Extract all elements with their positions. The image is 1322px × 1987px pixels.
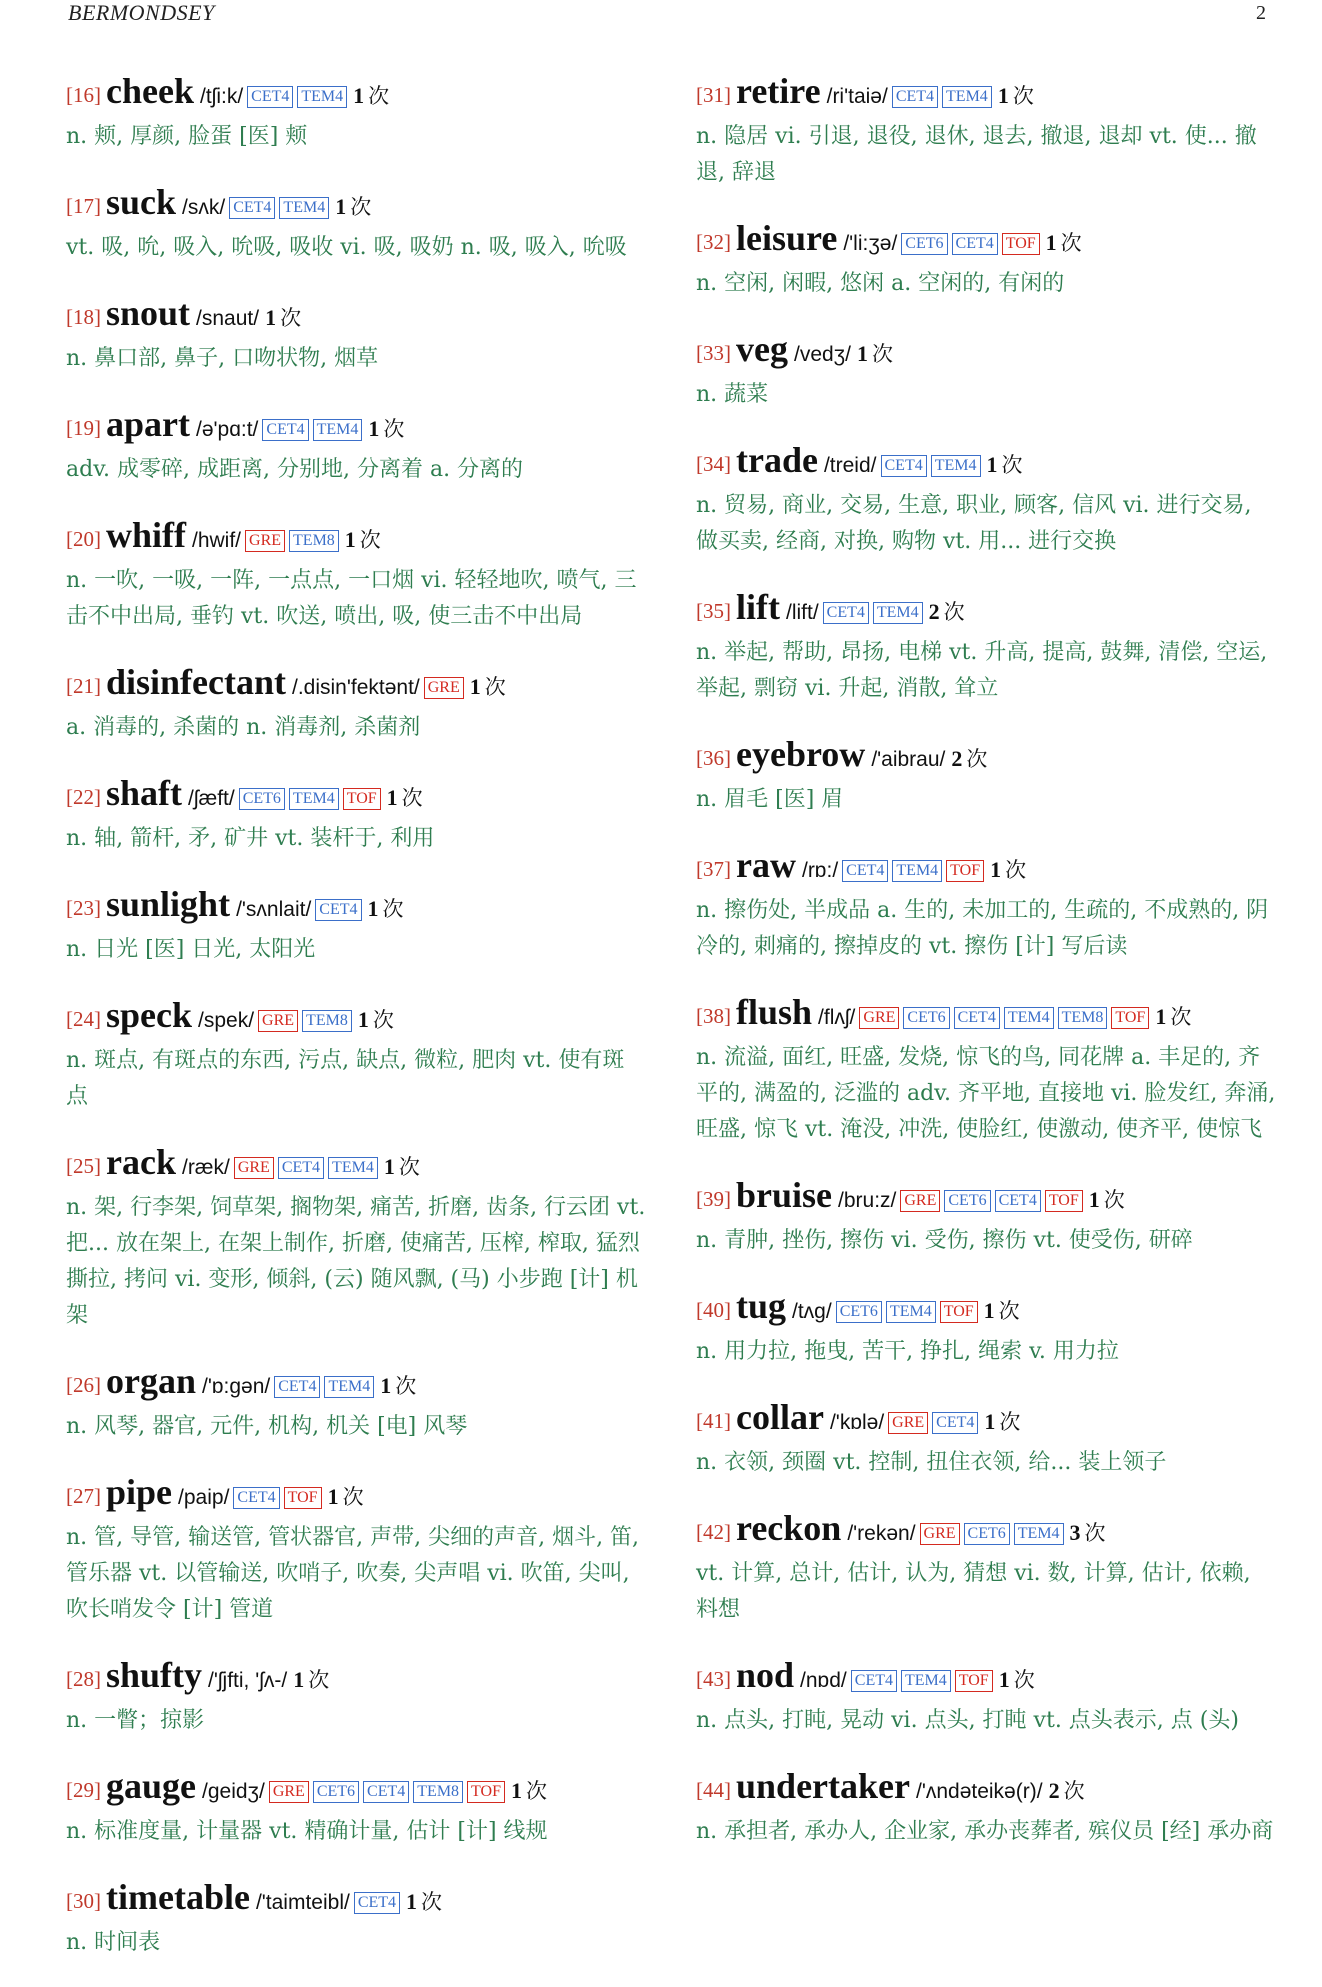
exam-tag-badge: TEM8 bbox=[1058, 1007, 1108, 1029]
count-unit: 次 bbox=[1013, 1668, 1035, 1692]
exam-tag-badge: CET4 bbox=[851, 1670, 897, 1692]
entry-head bbox=[66, 70, 646, 119]
occurrence-count: 1 bbox=[357, 1007, 369, 1032]
exam-tag-badge: GRE bbox=[234, 1157, 274, 1179]
vocab-entry bbox=[696, 1396, 1276, 1481]
entry-head bbox=[696, 328, 1276, 377]
entry-index: [38] bbox=[696, 1004, 731, 1028]
entry-head bbox=[66, 661, 646, 710]
pronunciation: /'ʃjfti, 'ʃʌ-/ bbox=[208, 1669, 288, 1692]
exam-tag-badge: TEM8 bbox=[289, 530, 339, 552]
headword: tug bbox=[736, 1286, 787, 1326]
vocab-entry bbox=[66, 1654, 646, 1739]
exam-tag-badge: TEM4 bbox=[1014, 1523, 1064, 1545]
pronunciation: /vedʒ/ bbox=[793, 343, 851, 366]
exam-tag-badge: TOF bbox=[1111, 1007, 1149, 1029]
entry-index: [36] bbox=[696, 746, 731, 770]
count-unit: 次 bbox=[401, 786, 423, 810]
headword: trade bbox=[736, 440, 818, 480]
occurrence-count: 1 bbox=[997, 83, 1009, 108]
occurrence-count: 1 bbox=[380, 1373, 392, 1398]
exam-tag-badge: GRE bbox=[424, 677, 464, 699]
vocab-entry bbox=[696, 70, 1276, 191]
exam-tag-badge: CET4 bbox=[932, 1412, 978, 1434]
exam-tag-badge: CET4 bbox=[247, 86, 293, 108]
entry-index: [42] bbox=[696, 1520, 731, 1544]
exam-tag-badge: GRE bbox=[258, 1010, 298, 1032]
entry-index: [35] bbox=[696, 599, 731, 623]
pronunciation: /'kɒlə/ bbox=[829, 1411, 885, 1434]
exam-tag-badge: GRE bbox=[269, 1781, 309, 1803]
exam-tag-badge: TEM4 bbox=[324, 1376, 374, 1398]
definition: n. 擦伤处, 半成品 a. 生的, 未加工的, 生疏的, 不成熟的, 阴冷的, 刺痛的, 擦掉皮的 vt. 擦伤 [计] 写后读 bbox=[696, 898, 1269, 959]
count-unit: 次 bbox=[1060, 231, 1082, 255]
occurrence-count: 1 bbox=[386, 785, 398, 810]
vocab-entry bbox=[696, 844, 1276, 965]
entry-head bbox=[696, 439, 1276, 488]
vocab-entry bbox=[696, 1765, 1276, 1850]
definition: n. 承担者, 承办人, 企业家, 承办丧葬者, 殡仪员 [经] 承办商 bbox=[696, 1819, 1274, 1844]
occurrence-count: 1 bbox=[367, 896, 379, 921]
headword: flush bbox=[736, 992, 813, 1032]
definition: n. 一瞥；掠影 bbox=[66, 1708, 205, 1733]
count-unit: 次 bbox=[395, 1374, 417, 1398]
count-unit: 次 bbox=[1012, 84, 1034, 108]
definition: n. 架, 行李架, 饲草架, 搁物架, 痛苦, 折磨, 齿条, 行云团 vt. 把... 放在架上, 在架上制作, 折磨, 使痛苦, 压榨, 榨取, 猛烈撕拉, 拷问 vi. 变形, 倾斜, (云) 随风飘, (马) 小步跑 [计] 机架 bbox=[66, 1195, 646, 1328]
vocab-entry bbox=[66, 514, 646, 635]
exam-tag-badge: CET4 bbox=[354, 1892, 400, 1914]
headword: timetable bbox=[106, 1877, 250, 1917]
pronunciation: /.disin'fektənt/ bbox=[292, 676, 420, 699]
definition: n. 贸易, 商业, 交易, 生意, 职业, 顾客, 信风 vi. 进行交易, 做买卖, 经商, 对换, 购物 vt. 用... 进行交换 bbox=[696, 493, 1252, 554]
occurrence-count: 1 bbox=[856, 341, 868, 366]
count-unit: 次 bbox=[398, 1155, 420, 1179]
exam-tag-badge: CET6 bbox=[903, 1007, 949, 1029]
exam-tag-badge: CET4 bbox=[954, 1007, 1000, 1029]
exam-tag-badge: TOF bbox=[343, 788, 381, 810]
entry-index: [29] bbox=[66, 1778, 101, 1802]
headword: nod bbox=[736, 1655, 795, 1695]
pronunciation: /'li:ʒə/ bbox=[843, 232, 898, 255]
headword: organ bbox=[106, 1361, 196, 1401]
exam-tag-badge: CET4 bbox=[842, 860, 888, 882]
entry-index: [24] bbox=[66, 1007, 101, 1031]
definition: vt. 计算, 总计, 估计, 认为, 猜想 vi. 数, 计算, 估计, 依赖, 料想 bbox=[696, 1561, 1251, 1622]
entry-head bbox=[696, 1654, 1276, 1703]
exam-tag-badge: CET4 bbox=[274, 1376, 320, 1398]
entry-index: [37] bbox=[696, 857, 731, 881]
entry-index: [27] bbox=[66, 1484, 101, 1508]
pronunciation: /ri'taiə/ bbox=[826, 85, 888, 108]
exam-tag-badge: TEM4 bbox=[1004, 1007, 1054, 1029]
occurrence-count: 2 bbox=[928, 599, 940, 624]
entry-index: [32] bbox=[696, 230, 731, 254]
pronunciation: /'ɒ:gən/ bbox=[202, 1375, 271, 1398]
vocab-entry bbox=[696, 1174, 1276, 1259]
vocab-entry bbox=[66, 994, 646, 1115]
headword: apart bbox=[106, 404, 190, 444]
pronunciation: /ræk/ bbox=[181, 1156, 230, 1179]
occurrence-count: 1 bbox=[986, 452, 998, 477]
count-unit: 次 bbox=[999, 1410, 1021, 1434]
entry-index: [20] bbox=[66, 527, 101, 551]
definition: n. 颊, 厚颜, 脸蛋 [医] 颊 bbox=[66, 124, 308, 149]
entry-head bbox=[696, 217, 1276, 266]
entry-head bbox=[66, 403, 646, 452]
entry-index: [21] bbox=[66, 674, 101, 698]
entry-head bbox=[696, 1174, 1276, 1223]
definition: n. 时间表 bbox=[66, 1930, 161, 1955]
pronunciation: /treid/ bbox=[823, 454, 877, 477]
exam-tag-badge: TEM4 bbox=[328, 1157, 378, 1179]
pronunciation: /'rekən/ bbox=[847, 1522, 916, 1545]
occurrence-count: 1 bbox=[510, 1778, 522, 1803]
entry-columns bbox=[66, 70, 1276, 1987]
entry-index: [40] bbox=[696, 1298, 731, 1322]
exam-tag-badge: GRE bbox=[888, 1412, 928, 1434]
occurrence-count: 1 bbox=[344, 527, 356, 552]
vocab-entry bbox=[66, 1765, 646, 1850]
exam-tag-badge: TEM4 bbox=[886, 1301, 936, 1323]
exam-tag-badge: GRE bbox=[245, 530, 285, 552]
occurrence-count: 1 bbox=[1155, 1004, 1167, 1029]
vocab-entry bbox=[696, 1285, 1276, 1370]
vocab-entry bbox=[66, 1360, 646, 1445]
count-unit: 次 bbox=[1063, 1779, 1085, 1803]
pronunciation: /lift/ bbox=[785, 601, 819, 624]
exam-tag-badge: CET4 bbox=[233, 1487, 279, 1509]
occurrence-count: 1 bbox=[1045, 230, 1057, 255]
entry-index: [31] bbox=[696, 83, 731, 107]
exam-tag-badge: TEM4 bbox=[313, 419, 363, 441]
occurrence-count: 1 bbox=[983, 1298, 995, 1323]
occurrence-count: 1 bbox=[353, 83, 365, 108]
headword: gauge bbox=[106, 1766, 196, 1806]
count-unit: 次 bbox=[1170, 1005, 1192, 1029]
entry-index: [43] bbox=[696, 1667, 731, 1691]
vocab-entry bbox=[66, 403, 646, 488]
exam-tag-badge: TEM4 bbox=[942, 86, 992, 108]
running-header: BERMONDSEY bbox=[68, 0, 215, 25]
headword: lift bbox=[736, 587, 780, 627]
exam-tag-badge: TEM8 bbox=[413, 1781, 463, 1803]
count-unit: 次 bbox=[280, 306, 302, 330]
count-unit: 次 bbox=[1103, 1188, 1125, 1212]
occurrence-count: 1 bbox=[265, 305, 277, 330]
exam-tag-badge: CET4 bbox=[363, 1781, 409, 1803]
occurrence-count: 1 bbox=[383, 1154, 395, 1179]
exam-tag-badge: CET6 bbox=[836, 1301, 882, 1323]
entry-index: [44] bbox=[696, 1778, 731, 1802]
vocab-entry bbox=[66, 772, 646, 857]
entry-head bbox=[66, 772, 646, 821]
entry-index: [39] bbox=[696, 1187, 731, 1211]
definition: n. 衣领, 颈圈 vt. 控制, 扭住衣领, 给... 装上领子 bbox=[696, 1450, 1167, 1475]
headword: shaft bbox=[106, 773, 183, 813]
occurrence-count: 1 bbox=[327, 1484, 339, 1509]
pronunciation: /tʃi:k/ bbox=[199, 85, 244, 108]
vocab-entry bbox=[696, 439, 1276, 560]
occurrence-count: 1 bbox=[984, 1409, 996, 1434]
entry-head bbox=[66, 1765, 646, 1814]
count-unit: 次 bbox=[308, 1668, 330, 1692]
definition: n. 管, 导管, 输送管, 管状器官, 声带, 尖细的声音, 烟斗, 笛, 管乐器 vt. 以管输送, 吹哨子, 吹奏, 尖声唱 vi. 吹笛, 尖叫, 吹长哨发令 [计] 管道 bbox=[66, 1525, 640, 1622]
occurrence-count: 3 bbox=[1069, 1520, 1081, 1545]
count-unit: 次 bbox=[998, 1299, 1020, 1323]
definition: n. 用力拉, 拖曳, 苦干, 挣扎, 绳索 v. 用力拉 bbox=[696, 1339, 1119, 1364]
exam-tag-badge: TEM4 bbox=[297, 86, 347, 108]
count-unit: 次 bbox=[383, 417, 405, 441]
headword: undertaker bbox=[736, 1766, 910, 1806]
pronunciation: /ʃæft/ bbox=[188, 787, 235, 810]
exam-tag-badge: TEM4 bbox=[289, 788, 339, 810]
entry-index: [33] bbox=[696, 341, 731, 365]
headword: shufty bbox=[106, 1655, 203, 1695]
definition: n. 隐居 vi. 引退, 退役, 退休, 退去, 撤退, 退却 vt. 使... 撤退, 辞退 bbox=[696, 124, 1257, 185]
occurrence-count: 1 bbox=[406, 1889, 418, 1914]
pronunciation: /hwif/ bbox=[192, 529, 242, 552]
definition: n. 一吹, 一吸, 一阵, 一点点, 一口烟 vi. 轻轻地吹, 喷气, 三击不中出局, 垂钓 vt. 吹送, 喷出, 吸, 使三击不中出局 bbox=[66, 568, 637, 629]
exam-tag-badge: CET6 bbox=[944, 1190, 990, 1212]
exam-tag-badge: TOF bbox=[467, 1781, 505, 1803]
vocab-entry bbox=[696, 1654, 1276, 1739]
exam-tag-badge: TEM4 bbox=[279, 197, 329, 219]
definition: n. 眉毛 [医] 眉 bbox=[696, 787, 844, 812]
exam-tag-badge: CET4 bbox=[995, 1190, 1041, 1212]
page-number: 2 bbox=[1256, 2, 1266, 24]
entry-index: [19] bbox=[66, 416, 101, 440]
definition: n. 点头, 打盹, 晃动 vi. 点头, 打盹 vt. 点头表示, 点 (头) bbox=[696, 1708, 1239, 1733]
exam-tag-badge: CET4 bbox=[892, 86, 938, 108]
pronunciation: /'sʌnlait/ bbox=[236, 898, 312, 921]
entry-head bbox=[66, 883, 646, 932]
pronunciation: /paip/ bbox=[178, 1486, 230, 1509]
entry-index: [34] bbox=[696, 452, 731, 476]
exam-tag-badge: TOF bbox=[955, 1670, 993, 1692]
exam-tag-badge: CET4 bbox=[315, 899, 361, 921]
headword: veg bbox=[736, 329, 788, 369]
count-unit: 次 bbox=[1084, 1521, 1106, 1545]
entry-index: [26] bbox=[66, 1373, 101, 1397]
exam-tag-badge: GRE bbox=[920, 1523, 960, 1545]
definition: n. 流溢, 面红, 旺盛, 发烧, 惊飞的鸟, 同花牌 a. 丰足的, 齐平的, 满盈的, 泛滥的 adv. 齐平地, 直接地 vi. 脸发红, 奔涌, 旺盛, 惊飞 vt. 淹没, 冲洗, 使脸红, 使激动, 使齐平, 使惊飞 bbox=[696, 1045, 1276, 1142]
vocab-entry bbox=[66, 1141, 646, 1334]
entry-head bbox=[66, 292, 646, 341]
count-unit: 次 bbox=[359, 528, 381, 552]
entry-head bbox=[696, 991, 1276, 1040]
headword: collar bbox=[736, 1397, 824, 1437]
occurrence-count: 2 bbox=[951, 746, 963, 771]
entry-head bbox=[696, 1765, 1276, 1814]
exam-tag-badge: TEM4 bbox=[931, 455, 981, 477]
entry-head bbox=[66, 1654, 646, 1703]
vocab-entry bbox=[66, 1471, 646, 1628]
entry-head bbox=[696, 70, 1276, 119]
entry-head bbox=[696, 1285, 1276, 1334]
vocab-entry bbox=[66, 661, 646, 746]
headword: whiff bbox=[106, 515, 186, 555]
occurrence-count: 1 bbox=[293, 1667, 305, 1692]
headword: reckon bbox=[736, 1508, 842, 1548]
definition: a. 消毒的, 杀菌的 n. 消毒剂, 杀菌剂 bbox=[66, 715, 421, 740]
entry-index: [22] bbox=[66, 785, 101, 809]
entry-head bbox=[66, 1360, 646, 1409]
definition: n. 轴, 箭杆, 矛, 矿井 vt. 装杆于, 利用 bbox=[66, 826, 435, 851]
definition: n. 斑点, 有斑点的东西, 污点, 缺点, 微粒, 肥肉 vt. 使有斑点 bbox=[66, 1048, 625, 1109]
pronunciation: /'ʌndəteikə(r)/ bbox=[916, 1780, 1043, 1803]
pronunciation: /'aibrau/ bbox=[871, 748, 946, 771]
headword: suck bbox=[106, 182, 177, 222]
occurrence-count: 1 bbox=[335, 194, 347, 219]
exam-tag-badge: TEM8 bbox=[302, 1010, 352, 1032]
definition: n. 日光 [医] 日光, 太阳光 bbox=[66, 937, 316, 962]
vocab-entry bbox=[696, 328, 1276, 413]
occurrence-count: 2 bbox=[1048, 1778, 1060, 1803]
entry-index: [16] bbox=[66, 83, 101, 107]
entry-head bbox=[696, 586, 1276, 635]
exam-tag-badge: TOF bbox=[1002, 233, 1040, 255]
occurrence-count: 1 bbox=[1088, 1187, 1100, 1212]
entry-index: [41] bbox=[696, 1409, 731, 1433]
pronunciation: /rɒ:/ bbox=[801, 859, 839, 882]
exam-tag-badge: TOF bbox=[940, 1301, 978, 1323]
entry-index: [17] bbox=[66, 194, 101, 218]
count-unit: 次 bbox=[966, 747, 988, 771]
exam-tag-badge: GRE bbox=[859, 1007, 899, 1029]
entry-head bbox=[696, 1507, 1276, 1556]
exam-tag-badge: TOF bbox=[1045, 1190, 1083, 1212]
exam-tag-badge: CET4 bbox=[952, 233, 998, 255]
vocab-entry bbox=[696, 733, 1276, 818]
count-unit: 次 bbox=[1005, 858, 1027, 882]
left-column bbox=[66, 70, 646, 1987]
count-unit: 次 bbox=[421, 1890, 443, 1914]
pronunciation: /spek/ bbox=[198, 1009, 255, 1032]
entry-head bbox=[66, 994, 646, 1043]
count-unit: 次 bbox=[1001, 453, 1023, 477]
definition: n. 鼻口部, 鼻子, 口吻状物, 烟草 bbox=[66, 346, 379, 371]
pronunciation: /snaut/ bbox=[196, 307, 260, 330]
count-unit: 次 bbox=[382, 897, 404, 921]
pronunciation: /nɒd/ bbox=[800, 1669, 847, 1692]
vocab-entry bbox=[66, 292, 646, 377]
entry-head bbox=[696, 844, 1276, 893]
definition: n. 蔬菜 bbox=[696, 382, 769, 407]
entry-index: [28] bbox=[66, 1667, 101, 1691]
count-unit: 次 bbox=[871, 342, 893, 366]
entry-index: [18] bbox=[66, 305, 101, 329]
count-unit: 次 bbox=[342, 1485, 364, 1509]
vocab-entry bbox=[66, 70, 646, 155]
headword: snout bbox=[106, 293, 191, 333]
exam-tag-badge: CET4 bbox=[278, 1157, 324, 1179]
vocab-entry bbox=[696, 217, 1276, 302]
count-unit: 次 bbox=[372, 1008, 394, 1032]
vocab-entry bbox=[66, 181, 646, 266]
right-column bbox=[696, 70, 1276, 1987]
exam-tag-badge: TEM4 bbox=[873, 602, 923, 624]
headword: retire bbox=[736, 71, 821, 111]
count-unit: 次 bbox=[350, 195, 372, 219]
exam-tag-badge: GRE bbox=[900, 1190, 940, 1212]
exam-tag-badge: TEM4 bbox=[901, 1670, 951, 1692]
pronunciation: /bru:z/ bbox=[838, 1189, 897, 1212]
vocab-entry bbox=[696, 1507, 1276, 1628]
definition: n. 风琴, 器官, 元件, 机构, 机关 [电] 风琴 bbox=[66, 1414, 468, 1439]
headword: speck bbox=[106, 995, 193, 1035]
entry-index: [23] bbox=[66, 896, 101, 920]
vocab-entry bbox=[66, 1876, 646, 1961]
exam-tag-badge: CET6 bbox=[964, 1523, 1010, 1545]
count-unit: 次 bbox=[368, 84, 390, 108]
entry-head bbox=[696, 733, 1276, 782]
exam-tag-badge: CET4 bbox=[262, 419, 308, 441]
entry-head bbox=[66, 1141, 646, 1190]
headword: rack bbox=[106, 1142, 176, 1182]
occurrence-count: 1 bbox=[469, 674, 481, 699]
entry-index: [25] bbox=[66, 1154, 101, 1178]
vocab-entry bbox=[696, 991, 1276, 1148]
entry-head bbox=[66, 1876, 646, 1925]
entry-index: [30] bbox=[66, 1889, 101, 1913]
headword: sunlight bbox=[106, 884, 231, 924]
pronunciation: /tʌg/ bbox=[792, 1300, 832, 1323]
exam-tag-badge: TOF bbox=[284, 1487, 322, 1509]
exam-tag-badge: CET6 bbox=[901, 233, 947, 255]
definition: n. 举起, 帮助, 昂扬, 电梯 vt. 升高, 提高, 鼓舞, 清偿, 空运, 举起, 剽窃 vi. 升起, 消散, 耸立 bbox=[696, 640, 1268, 701]
pronunciation: /geidʒ/ bbox=[202, 1780, 265, 1803]
pronunciation: /'taimteibl/ bbox=[255, 1891, 350, 1914]
definition: n. 空闲, 闲暇, 悠闲 a. 空闲的, 有闲的 bbox=[696, 271, 1065, 296]
exam-tag-badge: CET4 bbox=[881, 455, 927, 477]
definition: vt. 吸, 吮, 吸入, 吮吸, 吸收 vi. 吸, 吸奶 n. 吸, 吸入, 吮吸 bbox=[66, 235, 627, 260]
entry-head bbox=[66, 1471, 646, 1520]
entry-head bbox=[696, 1396, 1276, 1445]
pronunciation: /flʌʃ/ bbox=[818, 1006, 856, 1029]
entry-head bbox=[66, 514, 646, 563]
vocab-entry bbox=[696, 586, 1276, 707]
exam-tag-badge: TEM4 bbox=[892, 860, 942, 882]
headword: pipe bbox=[106, 1472, 173, 1512]
occurrence-count: 1 bbox=[990, 857, 1002, 882]
headword: cheek bbox=[106, 71, 194, 111]
headword: leisure bbox=[736, 218, 838, 258]
exam-tag-badge: CET6 bbox=[313, 1781, 359, 1803]
occurrence-count: 1 bbox=[368, 416, 380, 441]
count-unit: 次 bbox=[943, 600, 965, 624]
exam-tag-badge: TOF bbox=[946, 860, 984, 882]
pronunciation: /ə'pɑ:t/ bbox=[196, 418, 259, 441]
definition: n. 青肿, 挫伤, 擦伤 vi. 受伤, 擦伤 vt. 使受伤, 研碎 bbox=[696, 1228, 1193, 1253]
definition: n. 标准度量, 计量器 vt. 精确计量, 估计 [计] 线规 bbox=[66, 1819, 548, 1844]
definition: adv. 成零碎, 成距离, 分别地, 分离着 a. 分离的 bbox=[66, 457, 524, 482]
entry-head bbox=[66, 181, 646, 230]
headword: bruise bbox=[736, 1175, 833, 1215]
occurrence-count: 1 bbox=[998, 1667, 1010, 1692]
vocab-entry bbox=[66, 883, 646, 968]
exam-tag-badge: CET6 bbox=[239, 788, 285, 810]
pronunciation: /sʌk/ bbox=[182, 196, 226, 219]
headword: raw bbox=[736, 845, 796, 885]
exam-tag-badge: CET4 bbox=[229, 197, 275, 219]
headword: disinfectant bbox=[106, 662, 286, 702]
count-unit: 次 bbox=[484, 675, 506, 699]
headword: eyebrow bbox=[736, 734, 866, 774]
count-unit: 次 bbox=[525, 1779, 547, 1803]
exam-tag-badge: CET4 bbox=[823, 602, 869, 624]
